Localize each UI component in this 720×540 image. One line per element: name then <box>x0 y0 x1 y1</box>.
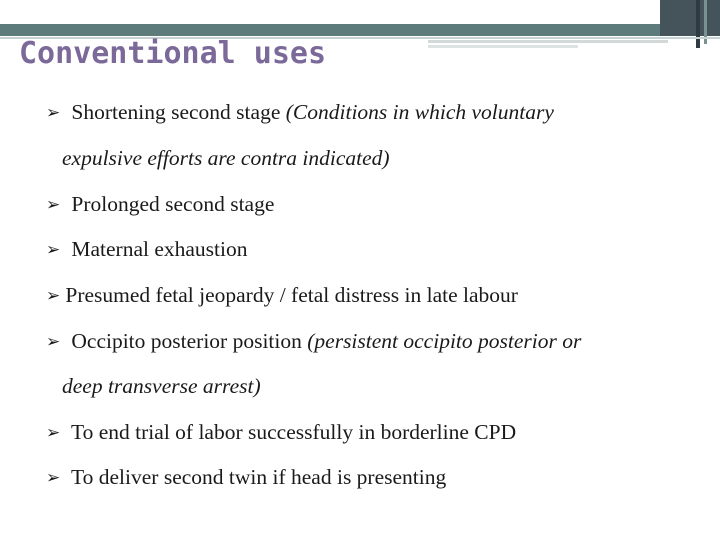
bullet-item <box>46 420 516 445</box>
bullet-item <box>46 237 248 262</box>
bullet-text-italic: (Conditions in which voluntary <box>285 100 554 124</box>
bullet-text: Shortening second stage <box>71 100 286 124</box>
arrow-bullet-icon: ➢ <box>46 240 61 260</box>
arrow-bullet-icon: ➢ <box>46 423 61 443</box>
bullet-item <box>46 100 554 125</box>
arrow-bullet-icon: ➢ <box>46 468 61 488</box>
bullet-item <box>46 329 581 354</box>
bullet-text: Presumed fetal jeopardy / fetal distress in late labour <box>65 283 518 307</box>
bullet-item <box>46 192 274 217</box>
slide-title: Conventional uses <box>19 36 327 71</box>
arrow-bullet-icon: ➢ <box>46 103 61 123</box>
bullet-item <box>46 283 518 308</box>
bullet-text-italic: (persistent occipito posterior or <box>307 329 582 353</box>
bullet-text: Occipito posterior position <box>71 329 308 353</box>
bullet-text: Prolonged second stage <box>71 192 275 216</box>
arrow-bullet-icon: ➢ <box>46 332 61 352</box>
bullet-text: To end trial of labor successfully in borderline CPD <box>71 420 517 444</box>
arrow-bullet-icon: ➢ <box>46 195 61 215</box>
bullet-continuation: deep transverse arrest) <box>62 374 261 398</box>
bullet-item <box>46 465 446 490</box>
bullet-text: Maternal exhaustion <box>71 237 248 261</box>
arrow-bullet-icon: ➢ <box>46 286 61 306</box>
bullet-continuation: expulsive efforts are contra indicated) <box>62 146 390 170</box>
bullet-text: To deliver second twin if head is presenting <box>71 465 447 489</box>
